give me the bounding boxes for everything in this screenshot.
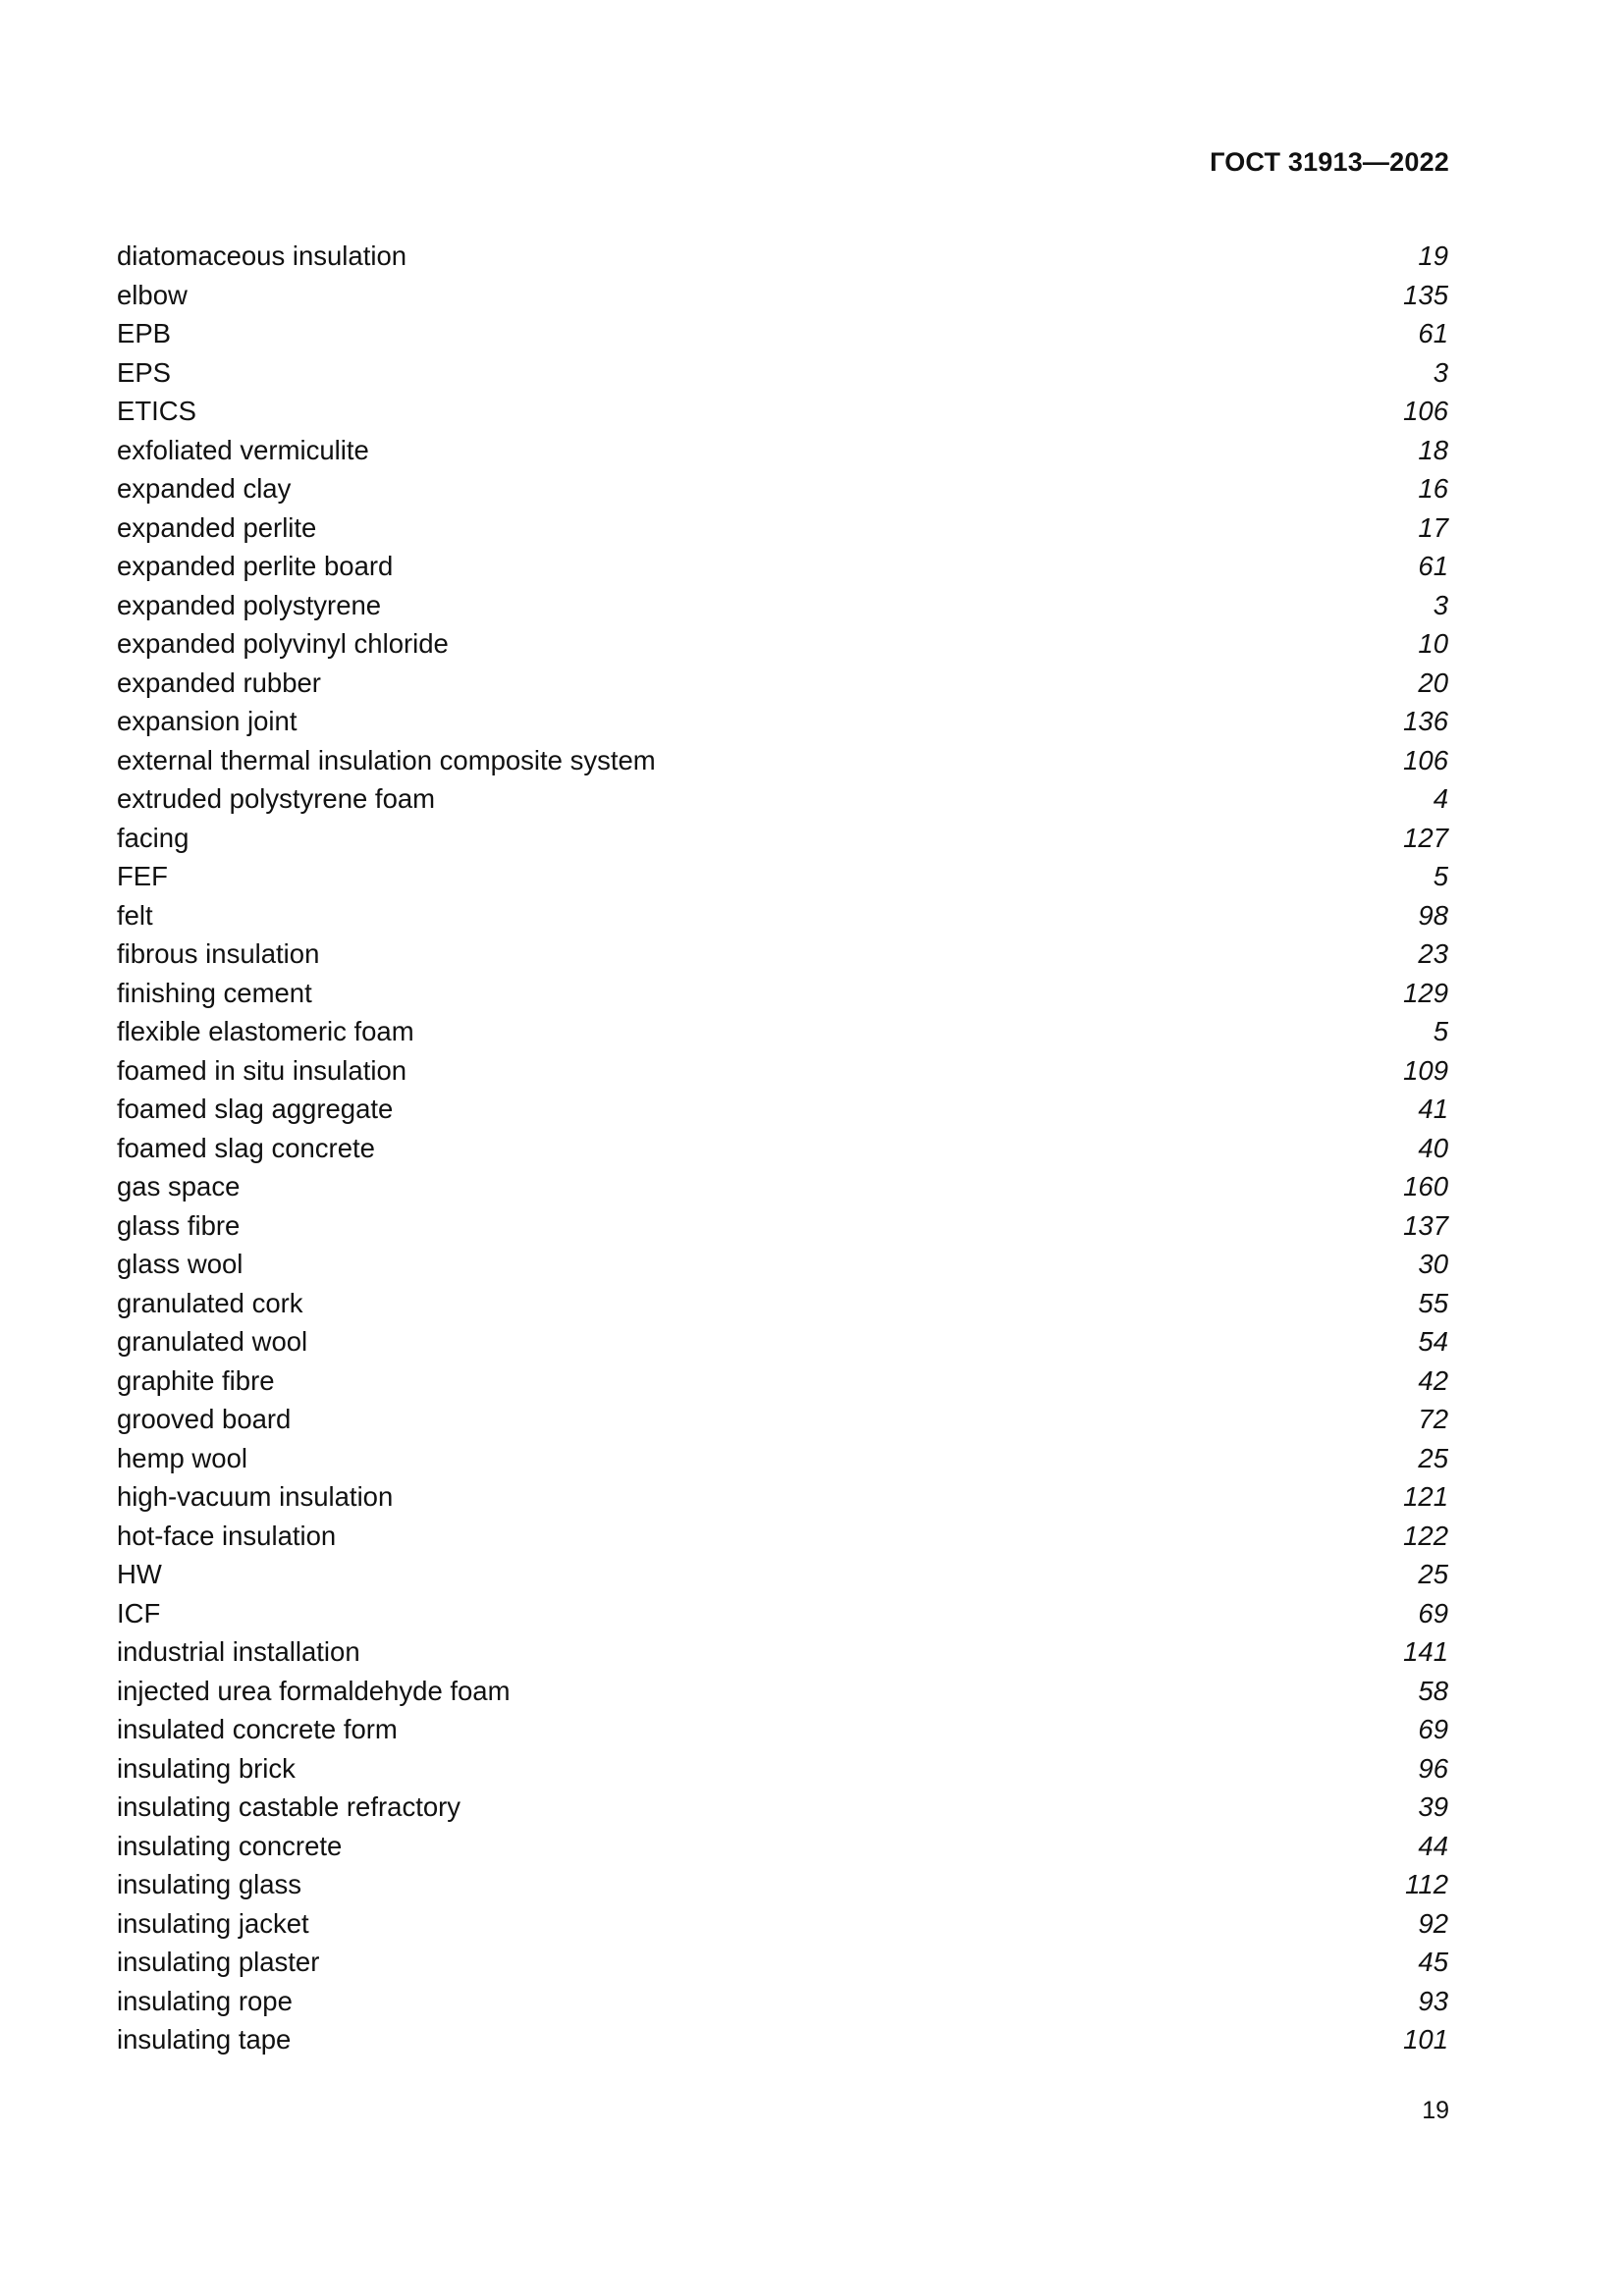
index-entry [117,1594,1448,1633]
index-entry [117,974,1448,1013]
index-number: 101 [1403,2024,1448,2055]
index-entry [117,1672,1448,1711]
index-entry [117,1322,1448,1362]
index-entry [117,1904,1448,1944]
index-entry [117,237,1448,276]
index-number: 17 [1418,511,1448,543]
index-entry [117,1012,1448,1051]
index-term: expanded clay [117,473,292,504]
index-term: expanded perlite [117,511,317,543]
index-term: expanded polyvinyl chloride [117,628,449,659]
index-term: FEF [117,861,168,891]
index-entry [117,508,1448,548]
index-number: 98 [1418,899,1448,931]
index-number: 61 [1418,318,1448,348]
index-term: insulating jacket [117,1907,309,1939]
index-number: 122 [1403,1520,1448,1551]
index-number: 109 [1403,1054,1448,1086]
index-number: 136 [1403,706,1448,736]
index-number: 129 [1403,977,1448,1008]
index-number: 137 [1403,1209,1448,1241]
index-term: external thermal insulation composite system [117,744,656,775]
index-term: expanded polystyrene [117,589,382,620]
index-term: grooved board [117,1404,292,1434]
index-term: ETICS [117,396,196,426]
index-entry [117,276,1448,315]
index-term: injected urea formaldehyde foam [117,1675,511,1706]
index-term: insulating plaster [117,1947,320,1977]
index-term: foamed slag aggregate [117,1094,394,1124]
index-term: exfoliated vermiculite [117,434,369,465]
index-entry [117,1943,1448,1982]
index-entry [117,431,1448,470]
index-term: insulated concrete form [117,1714,398,1744]
index-entry [117,857,1448,896]
index-number: 92 [1418,1907,1448,1939]
index-term: expanded perlite board [117,551,394,581]
index-term: insulating brick [117,1752,296,1784]
index-entry [117,1555,1448,1594]
index-entry [117,547,1448,586]
index-number: 5 [1433,1016,1448,1046]
index-term: diatomaceous insulation [117,240,407,271]
index-number: 42 [1418,1364,1448,1396]
index-entry [117,1284,1448,1323]
index-entry [117,664,1448,703]
index-entry [117,1400,1448,1439]
index-entry [117,1206,1448,1246]
index-entry [117,1632,1448,1672]
index-term: extruded polystyrene foam [117,783,436,814]
index-number: 58 [1418,1675,1448,1706]
index-term: insulating tape [117,2024,292,2055]
index-term: hemp wool [117,1442,247,1473]
index-number: 93 [1418,1985,1448,2016]
index-number: 55 [1418,1287,1448,1318]
index-entry [117,586,1448,625]
index-entry [117,469,1448,508]
index-entry [117,624,1448,664]
index-number: 45 [1418,1947,1448,1977]
index-number: 3 [1433,356,1448,388]
index-number: 72 [1418,1404,1448,1434]
index-entry [117,314,1448,353]
index-number: 106 [1403,396,1448,426]
index-number: 54 [1418,1326,1448,1357]
index-number: 61 [1418,551,1448,581]
index-entry [117,1167,1448,1206]
index-term: EPB [117,318,172,348]
index-number: 20 [1418,667,1448,698]
index-number: 135 [1403,279,1448,310]
index-term: fibrous insulation [117,938,320,969]
index-entry [117,1517,1448,1556]
index-number: 69 [1418,1714,1448,1744]
index-term: ICF [117,1597,161,1629]
index-number: 18 [1418,434,1448,465]
index-term: hot-face insulation [117,1520,337,1551]
index-entry [117,934,1448,974]
index-entry [117,1362,1448,1401]
index-term: high-vacuum insulation [117,1481,394,1512]
index-number: 3 [1433,589,1448,620]
index-number: 10 [1418,628,1448,659]
index-entry [117,1439,1448,1478]
index-term: flexible elastomeric foam [117,1016,414,1046]
index-number: 19 [1418,240,1448,271]
index-entry [117,896,1448,935]
index-entry [117,779,1448,819]
index-number: 16 [1418,473,1448,504]
index-entry [117,2020,1448,2059]
index-term: insulating concrete [117,1830,343,1861]
index-term: expanded rubber [117,667,321,698]
index-entry [117,1090,1448,1129]
index-term: granulated cork [117,1287,303,1318]
index-number: 121 [1403,1481,1448,1512]
index-term: glass fibre [117,1209,241,1241]
index-entry [117,1477,1448,1517]
index-term: finishing cement [117,977,312,1008]
document-header: ГОСТ 31913—2022 [1210,147,1449,177]
index-term: graphite fibre [117,1364,275,1396]
index-entry [117,353,1448,393]
index-term: granulated wool [117,1326,308,1357]
index-entry [117,1865,1448,1904]
index-number: 5 [1433,861,1448,891]
index-entry [117,741,1448,780]
index-number: 127 [1403,822,1448,853]
index-term: insulating castable refractory [117,1791,461,1822]
index-term: felt [117,899,153,931]
index-term: EPS [117,356,172,388]
index-entry [117,819,1448,858]
index-term: foamed slag concrete [117,1132,375,1163]
index-number: 41 [1418,1094,1448,1124]
index-number: 96 [1418,1752,1448,1784]
index-entry [117,1245,1448,1284]
index-term: elbow [117,279,188,310]
index-term: insulating glass [117,1869,302,1899]
index-term: glass wool [117,1249,244,1279]
index-entry [117,392,1448,431]
index-entry [117,1710,1448,1749]
index-number: 44 [1418,1830,1448,1861]
index-entry [117,702,1448,741]
index-term: facing [117,822,189,853]
index-number: 25 [1418,1442,1448,1473]
index-term: HW [117,1559,162,1589]
index-number: 30 [1418,1249,1448,1279]
index-entry [117,1749,1448,1789]
index-number: 106 [1403,744,1448,775]
index-number: 4 [1433,783,1448,814]
index-number: 112 [1405,1869,1448,1899]
index-number: 39 [1418,1791,1448,1822]
index-number: 40 [1418,1132,1448,1163]
index-number: 141 [1403,1636,1448,1667]
index-entry [117,1051,1448,1091]
index-list [117,237,1448,2059]
index-entry [117,1982,1448,2021]
index-entry [117,1788,1448,1827]
index-term: insulating rope [117,1985,293,2016]
index-term: expansion joint [117,706,298,736]
index-number: 160 [1403,1171,1448,1201]
index-number: 23 [1418,938,1448,969]
index-term: industrial installation [117,1636,360,1667]
index-term: foamed in situ insulation [117,1054,407,1086]
index-entry [117,1827,1448,1866]
index-number: 25 [1418,1559,1448,1589]
index-term: gas space [117,1171,241,1201]
index-entry [117,1129,1448,1168]
page-number: 19 [1422,2097,1449,2124]
index-number: 69 [1418,1597,1448,1629]
